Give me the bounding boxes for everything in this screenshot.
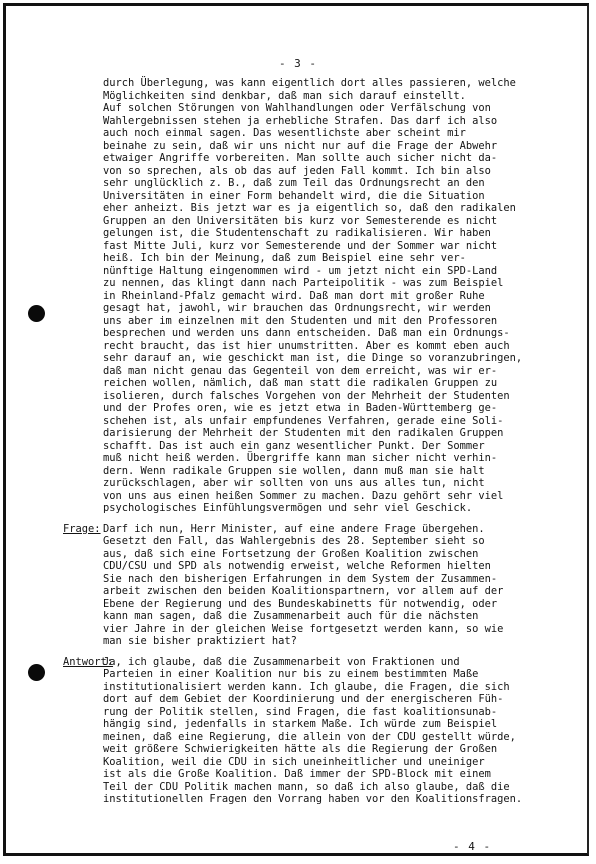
page-number: - 3 -: [278, 57, 318, 70]
text-line: heiß. Ich bin der Meinung, daß zum Beispiel eine sehr ver-: [103, 252, 466, 264]
text-line: auch noch einmal sagen. Das wesentlichste aber scheint mir: [103, 127, 466, 139]
text-line: Wahlergebnissen stehen ja erhebliche Strafen. Das darf ich also: [103, 114, 498, 127]
text-line: etwaiger Angriffe vorbereiten. Man sollte auch sicher nicht da-: [103, 152, 498, 164]
text-line: nünftige Haltung eingenommen wird - um jetzt nicht ein SPD-Land: [103, 264, 498, 277]
text-line: recht braucht, das ist hier unumstritten. Aber es kommt eben auch: [103, 339, 510, 352]
text-line: ist als die Große Koalition. Daß immer der SPD-Block mit einem: [103, 768, 491, 780]
answer-text: [103, 656, 579, 806]
text-line: Universitäten in einer Form behandelt wird, die die Situation: [103, 189, 485, 202]
text-line: isolieren, durch falsches Vorgehen von der Mehrheit der Studenten: [103, 389, 510, 402]
text-line: uns aber im einzelnen mit den Studenten und mit den Professoren: [103, 314, 498, 327]
text-line: Teil der CDU Politik machen mann, so daß ich also glaube, daß die: [103, 780, 510, 793]
text-line: Gesetzt den Fall, das Wahlergebnis des 28. September sieht so: [103, 535, 485, 547]
punch-hole: [28, 664, 45, 681]
text-line: sehr darauf an, wie geschickt man ist, die Dinge so voranzubringen,: [103, 352, 523, 364]
text-line: Koalition, weil die CDU in sich uneinheitlicher und uneiniger: [103, 755, 485, 768]
document-body: [63, 77, 579, 806]
question-label: Frage:: [63, 522, 101, 535]
text-line: von uns aus einen heißen Sommer zu machen. Dazu gehört sehr viel: [103, 489, 504, 502]
text-line: besprechen und werden uns dann entscheiden. Daß man ein Ordnungs-: [103, 327, 510, 339]
text-line: meinen, daß eine Regierung, die allein von der CDU gestellt würde,: [103, 730, 516, 743]
text-line: Darf ich nun, Herr Minister, auf eine andere Frage übergehen.: [103, 522, 485, 535]
text-line: zurückschlagen, aber wir sollten von uns aus alles tun, nicht: [103, 477, 485, 489]
text-line: rung der Politik stellen, sind Fragen, die fast koalitionsunab-: [103, 705, 498, 718]
text-line: beinahe zu sein, daß wir uns nicht nur auf die Frage der Abwehr: [103, 139, 498, 152]
text-line: muß nicht heiß werden. Übergriffe kann man sicher nicht verhin-: [103, 452, 498, 464]
text-line: institutionalisiert werden kann. Ich glaube, die Fragen, die sich: [103, 680, 510, 693]
text-line: darisierung der Mehrheit der Studenten mit den radikalen Gruppen: [103, 427, 504, 439]
text-line: schafft. Das ist auch ein ganz wesentlicher Punkt. Der Sommer: [103, 439, 485, 452]
text-line: kann man sagen, daß die Zusammenarbeit auch für die nächsten: [103, 610, 479, 622]
text-line: dern. Wenn radikale Gruppen sie wollen, dann muß man sie halt: [103, 464, 485, 477]
text-line: Möglichkeiten sind denkbar, daß man sich darauf einstellt.: [103, 89, 466, 102]
text-line: sehr unglücklich z. B., daß zum Teil das Ordnungsrecht an den: [103, 177, 485, 189]
text-line: aus, daß sich eine Fortsetzung der Großen Koalition zwischen: [103, 547, 479, 560]
question-block: [63, 522, 579, 648]
answer-block: [63, 655, 579, 806]
text-line: Sie nach den bisherigen Erfahrungen in dem System der Zusammen-: [103, 572, 498, 585]
text-line: fast Mitte Juli, kurz vor Semesterende und der Sommer war nicht: [103, 239, 498, 252]
text-line: Ebene der Regierung und des Bundeskabinetts für notwendig, oder: [103, 597, 498, 610]
text-line: Parteien in einer Koalition nur bis zu einem bestimmten Maße: [103, 668, 479, 680]
text-line: gelungen ist, die Studentenschaft zu radikalisieren. Wir haben: [103, 227, 491, 239]
text-line: institutionellen Fragen den Vorrang haben vor den Koalitionsfragen.: [103, 793, 523, 805]
text-line: und der Profes oren, wie es jetzt etwa in Baden-Württemberg ge-: [103, 402, 498, 414]
text-line: Ja, ich glaube, daß die Zusammenarbeit von Fraktionen und: [103, 655, 460, 668]
text-line: reichen wollen, nämlich, daß man statt die radikalen Gruppen zu: [103, 377, 498, 389]
text-line: Gruppen an den Universitäten bis kurz vor Semesterende es nicht: [103, 214, 498, 227]
text-line: von so sprechen, als ob das auf jeden Fall kommt. Ich bin also: [103, 164, 491, 177]
text-line: dort auf dem Gebiet der Koordinierung und der energischeren Füh-: [103, 693, 504, 705]
text-line: man sie bisher praktiziert hat?: [103, 635, 297, 647]
answer-label: Antwort:: [63, 655, 114, 668]
text-line: psychologisches Einfühlungsvermögen und sehr viel Geschick.: [103, 502, 473, 514]
text-line: durch Überlegung, was kann eigentlich dort alles passieren, welche: [103, 77, 516, 89]
text-line: CDU/CSU und SPD als notwendig erweist, welche Reformen hielten: [103, 560, 491, 572]
text-line: in Rheinland-Pfalz gemacht wird. Daß man dort mit großer Ruhe: [103, 289, 485, 302]
text-line: gesagt hat, jawohl, wir brauchen das Ordnungsrecht, wir werden: [103, 302, 491, 314]
question-text: [103, 523, 579, 648]
text-line: vier Jahre in der gleichen Weise fortgesetzt werden kann, so wie: [103, 622, 504, 635]
text-line: weit größere Schwierigkeiten hätte als die Regierung der Großen: [103, 743, 498, 755]
text-line: eher anheizt. Bis jetzt war es ja eigentlich so, daß den radikalen: [103, 202, 516, 214]
text-line: Auf solchen Störungen von Wahlhandlungen oder Verfälschung von: [103, 102, 491, 114]
text-line: schehen ist, als unfair empfundenes Verfahren, gerade eine Soli-: [103, 414, 504, 427]
punch-hole: [28, 305, 45, 322]
text-line: hängig sind, jedenfalls in starkem Maße. Ich würde zum Beispiel: [103, 718, 498, 730]
text-line: zu nennen, das klingt dann nach Parteipolitik - was zum Beispiel: [103, 277, 504, 289]
next-page-marker: - 4 -: [453, 840, 492, 853]
paragraph: [103, 77, 579, 515]
text-line: daß man nicht genau das Gegenteil von dem erreicht, was wir er-: [103, 364, 498, 377]
text-line: arbeit zwischen den beiden Koalitionspartnern, vor allem auf der: [103, 585, 504, 597]
